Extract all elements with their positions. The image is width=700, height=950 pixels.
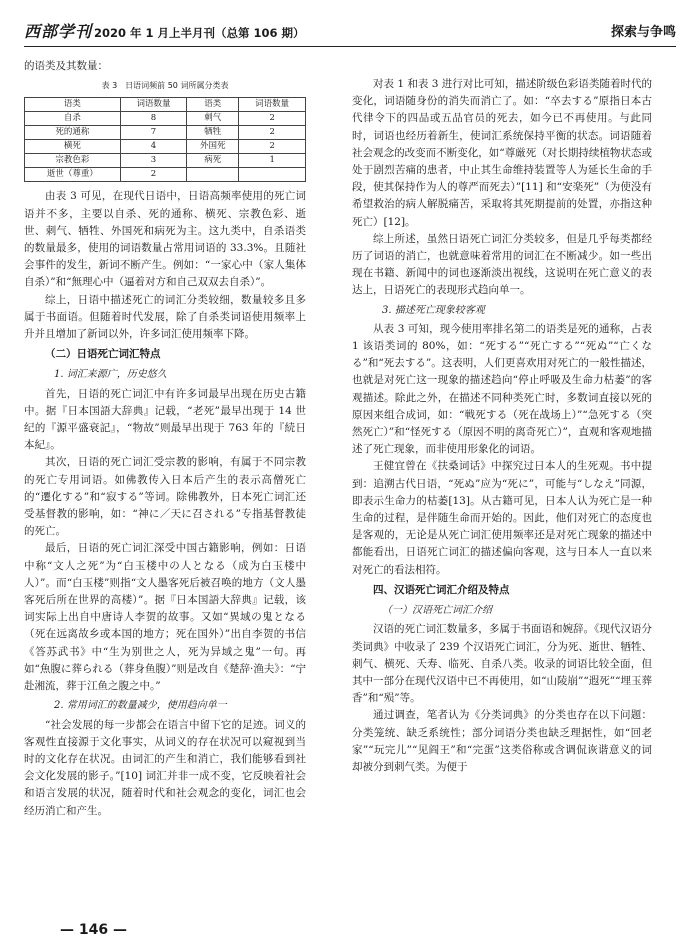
table-cell: 8 (120, 112, 187, 126)
paragraph: “社会发展的每一步都会在语言中留下它的足迹。词义的客观性直接源于文化事实，从词义的存在状况可以窥视到当时的文化存在状况。由词汇的产生和消亡，我们能够看到社会文化发展的影子。”[10] 词汇并非一成不变，它反映着社会和语言发展的状况，随着时代和社会观念的变化，词汇也会经历消亡和产生。 (24, 718, 306, 817)
paragraph: 由表 3 可见，在现代日语中，日语高频率使用的死亡词语并不多，主要以自杀、死的通称、横死、宗教色彩、逝世、刺气、牺牲、外国死和病死为主。这九类中，自杀语类的数量最多，使用的词语数量占常用词语的 33.3%。且随社会事件的发生，新词不断产生。例如：“一家心中（家人集体自杀）”和“無理心中（逼着对方和自己双双去自杀）”。 (24, 190, 306, 289)
left-column (24, 58, 306, 820)
table-row (25, 126, 306, 140)
table-header-row (25, 98, 306, 112)
paragraph: 通过调查，笔者认为《分类词典》的分类也存在以下问题：分类笼统、缺乏系统性；部分词语分类也缺乏理据性，如“回老家”“玩完儿”“见阎王”和“完蛋”这类俗称或含调侃诙谐意义的词却被分到刺气类。为便于 (352, 709, 652, 773)
table-row (25, 140, 306, 154)
subsection-heading: 3. 描述死亡现象较客观 (382, 304, 485, 316)
table-cell: 刺气 (187, 112, 239, 126)
table-cell: 4 (120, 140, 187, 154)
header-rule (24, 46, 676, 47)
subsection-heading: （一）汉语死亡词汇介绍 (382, 605, 492, 617)
table-cell: 3 (120, 154, 187, 168)
table-caption: 表 3 日语词频前 50 词所属分类表 (101, 81, 229, 91)
table-row (25, 168, 306, 182)
page-header (24, 16, 676, 44)
table-header-cell: 词语数量 (120, 98, 187, 112)
subsection-heading: 1. 词汇来源广，历史悠久 (54, 369, 167, 381)
section-heading: （二）日语死亡词汇特点 (45, 348, 161, 361)
frequency-table (24, 97, 306, 182)
paragraph: 从表 3 可知，现今使用率排名第二的语类是死的通称，占表 1 该语类词的 80%，如：“死する”“死亡する”“死ぬ”“亡くなる”和“死去する”。这表明，人们更喜欢用对死亡的一般性描述，也就是对死亡这一现象的描述趋向“停止呼吸及生命力枯萎”的客观描述。除此之外，在描述不同种类死亡时，多数词直接以死的原因来组合成词，如：“戦死する（死在战场上）”“急死する（突然死亡）”和“怪死する（原因不明的离奇死亡）”，直观和客观地描述了死亡现象，而非使用形象化的词语。 (352, 322, 652, 456)
table-row (25, 112, 306, 126)
paragraph: 综上，日语中描述死亡的词汇分类较细，数量较多且多属于书面语。但随着时代发展，除了自杀类词语使用频率上升并且增加了新词以外，许多词汇使用频率下降。 (24, 293, 306, 341)
table-cell (239, 168, 306, 182)
subsection-heading: 2. 常用词汇的数量减少，使用趋向单一 (54, 700, 227, 712)
table-cell: 外国死 (187, 140, 239, 154)
paragraph: 汉语的死亡词汇数量多，多属于书面语和婉辞。《现代汉语分类词典》中收录了 239 个汉语死亡词汇，分为死、逝世、牺牲、刺气、横死、夭寿、临死、自杀八类。收录的词语比较全面，但其中一部分在现代汉语中已不再使用，如“山陵崩”“遐死”“埋玉葬香”和“殒”等。 (352, 623, 652, 705)
page-number: — 146 — (60, 922, 127, 938)
paragraph: 其次，日语的死亡词汇受宗教的影响，有属于不同宗教的死亡专用词语。如佛教传入日本后产生的表示高僧死亡的“遷化する”和“寂する”等词。除佛教外，日本死亡词汇还受基督教的影响，如：“神に／天に召される”专指基督教徒的死亡。 (24, 456, 306, 538)
paragraph: 首先，日语的死亡词汇中有许多词最早出现在历史古籍中。据『日本国語大辞典』记载，“老死”最早出现于 14 世纪的『源平盛衰記』，“物故”则最早出现于 763 年的『続日本紀』。 (24, 387, 306, 452)
section-heading: 四、汉语死亡词汇介绍及特点 (373, 583, 510, 596)
paragraph: 综上所述，虽然日语死亡词汇分类较多，但是几乎每类都经历了词语的消亡，也就意味着常用的词汇在不断减少。如一些出现在书籍、新闻中的词也逐渐淡出视线，这说明在死亡意义的表达上，日语死亡的表现形式趋向单一。 (352, 232, 652, 297)
intro-tail: 的语类及其数量： (24, 60, 108, 72)
table-cell: 横死 (25, 140, 121, 154)
section-title: 探索与争鸣 (610, 24, 676, 40)
journal-header (24, 19, 305, 42)
right-column (352, 76, 652, 776)
table-cell: 自杀 (25, 112, 121, 126)
table-cell: 2 (239, 140, 306, 154)
table-cell: 死的通称 (25, 126, 121, 140)
table-row (25, 154, 306, 168)
paragraph: 王健宜曾在《扶桑词话》中探究过日本人的生死观。书中提到：追溯古代日语，“死ぬ”应为“死に”，可能与“しなえ”同源，即表示生命力的枯萎[13]。从古籍可见，日本人认为死亡是一种生命的过程，是伴随生命而开始的。因此，他们对死亡的态度也是客观的，无论是从死亡词汇使用频率还是对死亡现象的描述中都能看出，日语死亡词汇的描述偏向客观，这与日本人一直以来对死亡的看法相符。 (352, 460, 652, 576)
table-cell: 逝世（尊重） (25, 168, 121, 182)
table-header-cell: 语类 (25, 98, 121, 112)
table-cell: 1 (239, 154, 306, 168)
table-cell: 2 (120, 168, 187, 182)
issue-info: 2020 年 1 月上半月刊（总第 106 期） (94, 25, 305, 40)
table-cell (187, 168, 239, 182)
table-cell: 宗教色彩 (25, 154, 121, 168)
table-header-cell: 词语数量 (239, 98, 306, 112)
paragraph: 最后，日语的死亡词汇深受中国古籍影响，例如：日语中称“文人之死”为“白玉楼中の人となる（成为白玉楼中人）”。而“白玉楼”则指“文人墨客死后被召唤的地方（文人墨客死后所在世界的高楼）”。据『日本国語大辞典』记载，该词实际上出自中唐诗人李贺的故事。又如“異域の鬼となる（死在远离故乡或本国的地方；死在国外）”出自李贺的书信《答苏武书》中“生为别世之人，死为异域之鬼”一句。再如“魚腹に葬られる（葬身鱼腹）”则是改自《楚辞·渔夫》：“宁赴湘流，葬于江鱼之腹之中。” (24, 542, 306, 693)
table-cell: 2 (239, 126, 306, 140)
table-cell: 牺牲 (187, 126, 239, 140)
table-cell: 7 (120, 126, 187, 140)
paragraph: 对表 1 和表 3 进行对比可知，描述阶级色彩语类随着时代的变化，词语随身份的消失而消亡了。如：“卒去する”原指日本古代律令下的四品或五品官员的死去，如今已不再使用。与此同时，词语也经历着新生，使词汇系统保持平衡的状态。词语随着社会观念的改变而不断变化，如“尊厳死（对长期持续植物状态或处于剧烈苦痛的患者，中止其生命维持装置等人为延长生命的手段，使其保持作为人的尊严而死去）”[11] 和“安楽死”（为使没有希望救治的病人解脱痛苦，采取将其死期提前的处置，亦指这种死亡）[12]。 (352, 78, 652, 228)
table-cell: 2 (239, 112, 306, 126)
journal-title: 西部学刊 (24, 21, 93, 41)
table-header-cell: 语类 (187, 98, 239, 112)
table-cell: 病死 (187, 154, 239, 168)
